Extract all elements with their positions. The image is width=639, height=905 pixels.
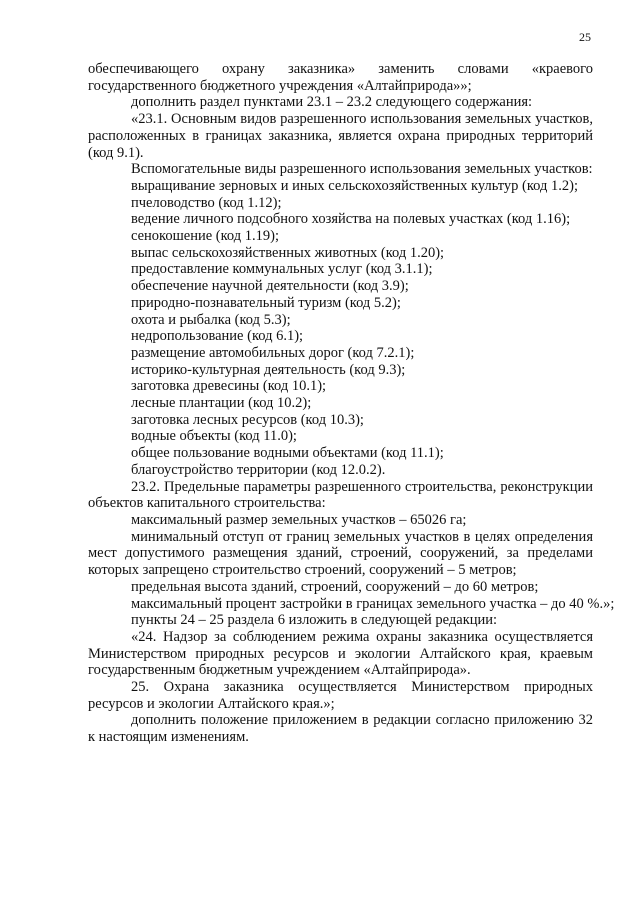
list-item: общее пользование водными объектами (код 11.1); (131, 445, 444, 462)
list-item: благоустройство территории (код 12.0.2). (131, 461, 386, 478)
list-item: выращивание зерновых и иных сельскохозяйственных культур (код 1.2); (131, 177, 578, 194)
paragraph-points-24-25: пункты 24 – 25 раздела 6 изложить в следующей редакции: (131, 612, 498, 629)
list-item: охота и рыбалка (код 5.3); (131, 311, 291, 328)
list-item: обеспечение научной деятельности (код 3.9); (131, 278, 409, 295)
list-item: заготовка лесных ресурсов (код 10.3); (131, 411, 364, 428)
list-item: ведение личного подсобного хозяйства на полевых участках (код 1.16); (131, 211, 571, 228)
list-item: историко-культурная деятельность (код 9.3); (131, 361, 406, 378)
paragraph-appendix: дополнить положение приложением в редакции согласно приложению 32 к настоящим изменениям. (88, 712, 593, 746)
paragraph-23-1: «23.1. Основным видов разрешенного использования земельных участков, расположенных в границах заказника, является охрана природных территорий (код 9.1). (88, 111, 593, 161)
document-body (88, 61, 615, 746)
list-item: недропользование (код 6.1); (131, 328, 304, 345)
paragraph-aux-uses-heading: Вспомогательные виды разрешенного использования земельных участков: (131, 161, 593, 178)
paragraph-max-size: максимальный размер земельных участков – 65026 га; (131, 511, 467, 528)
list-item: предоставление коммунальных услуг (код 3.1.1); (131, 261, 433, 278)
list-item: размещение автомобильных дорог (код 7.2.1); (131, 344, 415, 361)
paragraph-max-height: предельная высота зданий, строений, сооружений – до 60 метров; (131, 578, 539, 595)
list-item: заготовка древесины (код 10.1); (131, 378, 327, 395)
paragraph-23-2: 23.2. Предельные параметры разрешенного строительства, реконструкции объектов капитального строительства: (88, 478, 593, 512)
list-item: пчеловодство (код 1.12); (131, 194, 282, 211)
paragraph-24: «24. Надзор за соблюдением режима охраны заказника осуществляется Министерством природных ресурсов и экологии Алтайского края, краевым государственным бюджетным учреждением «Алтайприрода». (88, 628, 593, 679)
aux-uses-list (88, 178, 593, 479)
list-item: водные объекты (код 11.0); (131, 428, 297, 445)
list-item: сенокошение (код 1.19); (131, 228, 280, 245)
list-item: природно-познавательный туризм (код 5.2); (131, 294, 401, 311)
list-item: выпас сельскохозяйственных животных (код 1.20); (131, 244, 445, 261)
list-item: лесные плантации (код 10.2); (131, 395, 312, 412)
paragraph-replacement: обеспечивающего охрану заказника» заменить словами «краевого государственного бюджетного учреждения «Алтайприрода»»; (88, 61, 593, 94)
paragraph-min-setback: минимальный отступ от границ земельных участков в целях определения мест допустимого размещения зданий, строений, сооружений, за пределами которых запрещено строительство строений, сооружений – 5 метров; (88, 528, 593, 579)
paragraph-max-coverage: максимальный процент застройки в границах земельного участка – до 40 %.»; (131, 595, 615, 612)
paragraph-add-section: дополнить раздел пунктами 23.1 – 23.2 следующего содержания: (131, 94, 533, 111)
page-number: 25 (579, 30, 591, 44)
paragraph-25: 25. Охрана заказника осуществляется Министерством природных ресурсов и экологии Алтайского края.»; (88, 679, 593, 712)
